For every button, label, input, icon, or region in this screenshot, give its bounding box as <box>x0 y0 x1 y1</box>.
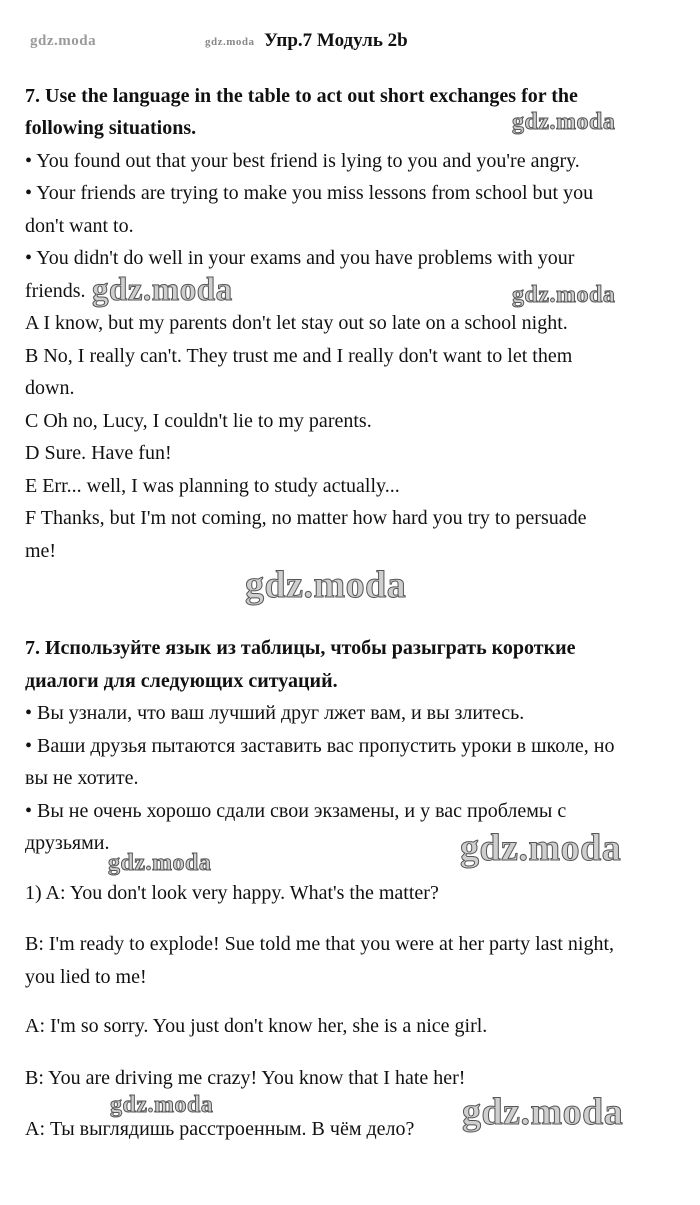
task-heading-en-line1: 7. Use the language in the table to act out short exchanges for the <box>25 85 578 107</box>
situation-1-en: • You found out that your best friend is lying to you and you're angry. <box>25 150 580 172</box>
watermark-large: gdz.moda <box>245 564 407 606</box>
task-heading-ru-line2: диалоги для следующих ситуаций. <box>25 670 338 692</box>
dialogue-line-2-part2: you lied to me! <box>25 966 147 988</box>
watermark: gdz.moda <box>108 850 212 876</box>
watermark: gdz.moda <box>92 272 233 308</box>
watermark: gdz.moda <box>110 1092 214 1118</box>
dialogue-line-5: A: Ты выглядишь расстроенным. В чём дело? <box>25 1118 415 1140</box>
watermark-large: gdz.moda <box>460 827 622 869</box>
dialogue-line-3: A: I'm so sorry. You just don't know her, she is a nice girl. <box>25 1015 488 1037</box>
situation-2-en-line2: don't want to. <box>25 215 134 237</box>
page-title: Упр.7 Модуль 2b <box>264 30 408 51</box>
task-heading-ru-line1: 7. Используйте язык из таблицы, чтобы разыграть короткие <box>25 637 576 659</box>
situation-3-en-line2: friends. <box>25 280 86 302</box>
answer-a: A I know, but my parents don't let stay out so late on a school night. <box>25 312 568 334</box>
watermark: gdz.moda <box>512 282 616 308</box>
situation-2-ru-line2: вы не хотите. <box>25 767 139 789</box>
dialogue-line-1: 1) A: You don't look very happy. What's the matter? <box>25 882 439 904</box>
watermark: gdz.moda <box>512 109 616 135</box>
watermark-header: gdz.moda <box>30 33 97 49</box>
answer-f-line1: F Thanks, but I'm not coming, no matter how hard you try to persuade <box>25 507 587 529</box>
situation-3-en-line1: • You didn't do well in your exams and you have problems with your <box>25 247 575 269</box>
situation-2-ru-line1: • Ваши друзья пытаются заставить вас пропустить уроки в школе, но <box>25 735 615 757</box>
dialogue-line-4: B: You are driving me crazy! You know that I hate her! <box>25 1067 466 1089</box>
situation-2-en-line1: • Your friends are trying to make you miss lessons from school but you <box>25 182 594 204</box>
answer-d: D Sure. Have fun! <box>25 442 172 464</box>
watermark-large: gdz.moda <box>462 1091 624 1133</box>
answer-c: C Oh no, Lucy, I couldn't lie to my parents. <box>25 410 372 432</box>
answer-b-line2: down. <box>25 377 75 399</box>
situation-1-ru: • Вы узнали, что ваш лучший друг лжет вам, и вы злитесь. <box>25 702 525 724</box>
answer-f-line2: me! <box>25 540 57 562</box>
situation-3-ru-line2: друзьями. <box>25 832 110 854</box>
dialogue-line-2-part1: B: I'm ready to explode! Sue told me that you were at her party last night, <box>25 933 615 955</box>
task-heading-en-line2: following situations. <box>25 117 197 139</box>
watermark-header-small: gdz.moda <box>205 36 255 48</box>
answer-e: E Err... well, I was planning to study actually... <box>25 475 400 497</box>
situation-3-ru-line1: • Вы не очень хорошо сдали свои экзамены, и у вас проблемы с <box>25 800 567 822</box>
answer-b-line1: B No, I really can't. They trust me and I really don't want to let them <box>25 345 573 367</box>
